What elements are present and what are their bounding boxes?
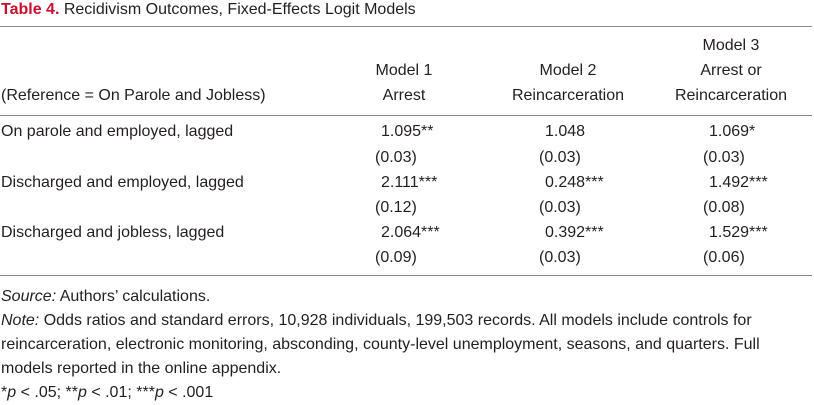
source-text: Authors’ calculations. bbox=[56, 288, 211, 305]
model-1-outcome: Arrest bbox=[382, 87, 426, 104]
note-label: Note: bbox=[1, 312, 40, 329]
estimate-cell: 2.111*** bbox=[381, 174, 438, 191]
row-label: Discharged and jobless, lagged bbox=[1, 224, 225, 241]
table-title: Recidivism Outcomes, Fixed-Effects Logit Models bbox=[59, 1, 416, 18]
model-2-name: Model 2 bbox=[539, 62, 597, 79]
model-1-name: Model 1 bbox=[375, 62, 433, 79]
row-label: Discharged and employed, lagged bbox=[1, 174, 244, 191]
estimate-cell: 0.392*** bbox=[545, 224, 604, 241]
se-cell: (0.03) bbox=[539, 149, 581, 166]
table-caption bbox=[1, 0, 416, 20]
note-text: Odds ratios and standard errors, 10,928 individuals, 199,503 records. All models include controls for reincarceration, electronic monitoring, absconding, county-level unemployment, seasons, and quarters. Full models reported in the online appendix. bbox=[1, 312, 760, 377]
estimate-cell: 1.069* bbox=[709, 123, 756, 140]
se-cell: (0.12) bbox=[375, 199, 417, 216]
se-cell: (0.03) bbox=[703, 149, 745, 166]
estimate-cell: 0.248*** bbox=[545, 174, 604, 191]
bottom-rule bbox=[0, 275, 812, 276]
model-3-name: Model 3 bbox=[702, 37, 760, 54]
source-note bbox=[1, 285, 811, 309]
model-2-outcome: Reincarceration bbox=[511, 87, 625, 104]
se-cell: (0.03) bbox=[539, 249, 581, 266]
estimate-cell: 1.492*** bbox=[709, 174, 768, 191]
general-note bbox=[1, 309, 811, 381]
model-3-outcome-line2: Reincarceration bbox=[674, 87, 788, 104]
reference-label: (Reference = On Parole and Jobless) bbox=[1, 87, 266, 104]
source-label: Source: bbox=[1, 288, 57, 305]
se-cell: (0.09) bbox=[375, 249, 417, 266]
table-number: Table 4. bbox=[1, 1, 60, 18]
model-3-outcome-line1: Arrest or bbox=[700, 62, 762, 79]
estimate-cell: 1.095** bbox=[381, 123, 434, 140]
estimate-cell: 1.529*** bbox=[709, 224, 768, 241]
se-cell: (0.06) bbox=[703, 249, 745, 266]
se-cell: (0.08) bbox=[703, 199, 745, 216]
estimate-cell: 2.064*** bbox=[381, 224, 440, 241]
estimate-cell: 1.048 bbox=[545, 123, 586, 140]
header-rule bbox=[0, 115, 812, 116]
significance-note: *p < .05; **p < .01; ***p < .001 bbox=[1, 384, 214, 401]
table-notes bbox=[1, 285, 811, 405]
se-cell: (0.03) bbox=[375, 149, 417, 166]
se-cell: (0.03) bbox=[539, 199, 581, 216]
top-rule bbox=[0, 26, 812, 27]
row-label: On parole and employed, lagged bbox=[1, 123, 234, 140]
